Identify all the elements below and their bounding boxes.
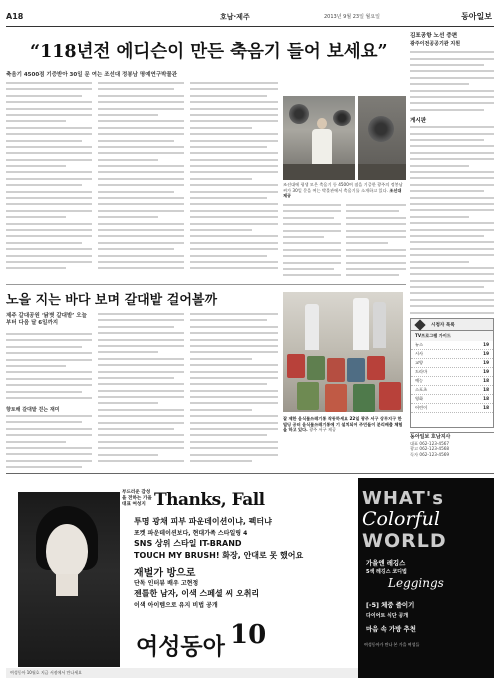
ad-right-line: 다이어트 식단 공개 xyxy=(366,613,409,619)
page-number: A18 xyxy=(6,12,24,21)
story1-photo xyxy=(283,96,355,180)
right-column-top xyxy=(410,34,494,344)
person-figure xyxy=(305,304,319,350)
contact-title: 동아일보 호남지사 xyxy=(410,434,451,440)
page-header xyxy=(6,10,494,24)
tv-guide-bar xyxy=(411,319,493,331)
bin-icon xyxy=(287,354,305,378)
story2-photo-caption: 잘 제한 음식물쓰레기통 작동하세요 22일 광주 서구 상무지구 한 빌딩 공터 음식물쓰레기통에 기 설치되어 주민들이 분리배출 체험을 하고 있다. 광주 서구 제공 xyxy=(283,416,403,433)
gramophone-horn-icon xyxy=(289,104,309,124)
list-item: 뉴스 19 xyxy=(411,341,493,350)
ad-thanks-title: Thanks, Fall xyxy=(154,490,265,510)
story1-body-col2 xyxy=(98,82,184,282)
contact-line: 광고 062-123-4568 xyxy=(410,446,450,452)
bin-icon xyxy=(347,358,365,382)
story2-headline: 노을 지는 바다 보며 갈대밭 걸어볼까 xyxy=(6,293,217,308)
story2-body-col3 xyxy=(190,313,278,473)
bin-icon xyxy=(353,384,375,412)
ad-line: 포켓 파운데이션보다, 현대가족 스타일링 4 xyxy=(134,530,248,537)
person-figure xyxy=(353,298,369,350)
notice-board-title: 게시판 xyxy=(410,117,427,124)
list-item: 드라마 19 xyxy=(411,368,493,377)
list-item: 스포츠 18 xyxy=(411,386,493,395)
newspaper-brand: 동아일보 xyxy=(461,11,492,21)
ad-line: TOUCH MY BRUSH! 화장, 안대로 못 했어요 xyxy=(134,551,304,560)
story2-subheadline: 제주 갈대공원 ‘닭볏 갈대밭’ 오늘부터 다음 달 6일까지 xyxy=(6,313,87,326)
bin-icon xyxy=(307,356,325,380)
ad-right-panel xyxy=(358,478,494,678)
header-rule xyxy=(6,26,494,27)
gramophone-horn-icon xyxy=(333,110,351,126)
ad-right-line: 마음 속 가방 추천 xyxy=(366,625,416,633)
story1-photo-right xyxy=(358,96,406,180)
contact-line: 대표 062-123-4567 xyxy=(410,440,450,446)
ad-line: SNS 상위 스타일 IT-BRAND xyxy=(134,539,242,548)
channel-icon xyxy=(414,319,425,330)
story1-subheadline: 축음기 4500점 기증받아 30일 문 여는 조선대 정봉남 명예연구박물관 xyxy=(6,72,178,78)
bin-icon xyxy=(325,384,347,412)
ad-footer: 여성동아 10월호 지금 서점에서 만나세요 xyxy=(6,668,358,678)
list-item: 시사 19 xyxy=(411,350,493,359)
bin-icon xyxy=(297,382,319,410)
ad-right-line: 가을엔 레깅스 xyxy=(366,559,406,567)
section-divider xyxy=(6,284,406,285)
bin-icon xyxy=(379,382,401,410)
story1-photo-caption: 조선대에 평생 모은 축음기 등 4500여 점을 기증한 광주의 정봉남 씨가 30일 문을 여는 박물관에서 축음기를 소개하고 있다. 조선대 제공 xyxy=(283,182,403,199)
list-item: 예능 18 xyxy=(411,377,493,386)
story2-photo xyxy=(283,292,403,412)
right-item1-sub: 광주이전공공기관 지원 xyxy=(410,40,461,47)
bin-icon xyxy=(327,358,345,382)
contact-box xyxy=(410,432,494,457)
right-item1-title: 김포공항 노선 증편 xyxy=(410,33,458,39)
ad-colorful-text: Colorful xyxy=(362,508,440,530)
ad-divider xyxy=(6,473,494,474)
story1-body-col5 xyxy=(346,204,406,280)
ad-leggings-text: Leggings xyxy=(388,576,444,590)
ad-world-text: WORLD xyxy=(362,530,447,552)
tv-guide-title: 시청자 목록 xyxy=(431,323,455,328)
ad-right-small: 여성동아가 만나 본 가을 여성들 xyxy=(364,642,420,647)
gramophone-horn-icon xyxy=(368,116,394,142)
list-item: 영화 18 xyxy=(411,395,493,404)
story2-body-col2 xyxy=(98,313,184,473)
contact-line: 독자 062-123-4569 xyxy=(410,451,450,457)
ad-line: 이색 아이템으로 유지 비법 공개 xyxy=(134,602,218,609)
ad-brand: 여성동아 xyxy=(136,633,225,660)
list-item: 어린이 18 xyxy=(411,404,493,413)
advertisement xyxy=(6,478,494,678)
person-figure xyxy=(373,302,386,348)
ad-line: 재벌가 방으로 xyxy=(134,568,196,579)
story1-headline: “118년전 에디슨이 만든 축음기 들어 보세요” xyxy=(30,42,388,62)
story1-body-col3 xyxy=(190,82,278,282)
ad-right-line: 5색 레깅스 코디법 xyxy=(366,569,407,575)
ad-line: 투명 광채 피부 파운데이션이냐, 펙터냐 xyxy=(134,517,272,526)
ad-tagline: 부드러운 감성을 전하는 가을 대표 여성지 xyxy=(122,490,152,507)
story2-body-col1b xyxy=(6,415,92,473)
model-photo xyxy=(18,492,120,667)
tv-guide-box xyxy=(410,318,494,428)
story1-body-col1 xyxy=(6,82,92,282)
story2-subhead-2: 향토해 갈대밭 걷는 재미 xyxy=(6,407,60,413)
ad-right-line: [-5] 체중 줄이기 xyxy=(366,601,415,609)
ad-issue: 10 xyxy=(230,620,267,650)
ad-line: 젠틀한 남자, 이색 스페셜 씨 오취리 xyxy=(134,589,260,598)
ad-what-text: WHAT's xyxy=(362,488,444,509)
issue-date: 2013년 9월 23일 월요일 xyxy=(324,14,381,20)
ad-line: 단독 인터뷰 배우 고현정 xyxy=(134,580,199,587)
story1-body-col4 xyxy=(283,204,341,280)
ad-left-panel xyxy=(6,478,358,678)
tv-guide-list xyxy=(411,341,493,413)
tv-guide-head: TV프로그램 가이드 xyxy=(411,331,493,341)
section-title: 호남·제주 xyxy=(220,13,250,21)
list-item: 교양 19 xyxy=(411,359,493,368)
story2-body-col1 xyxy=(6,333,92,403)
bin-icon xyxy=(367,356,385,380)
